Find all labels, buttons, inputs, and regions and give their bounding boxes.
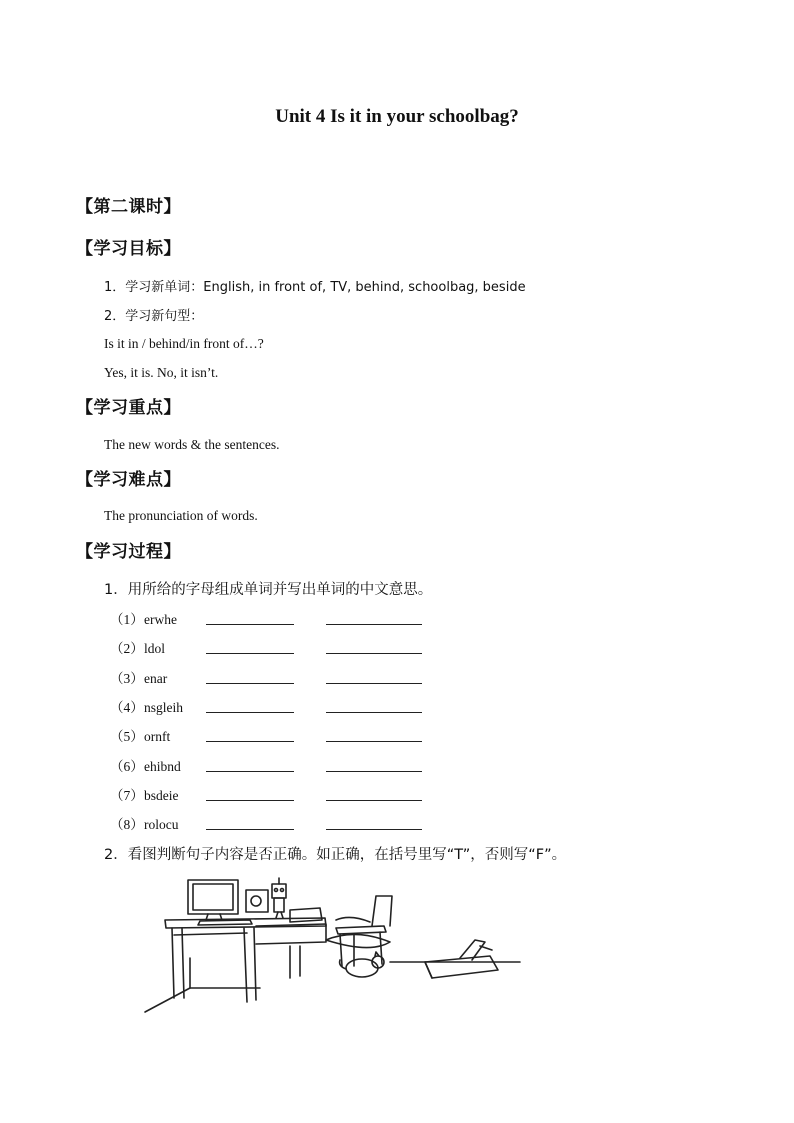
answer-blank-meaning[interactable] [326,741,422,742]
word-scramble-item [110,755,204,775]
word-scramble-item [110,725,204,745]
room-illustration [140,870,530,1020]
task1-instruction: 1．用所给的字母组成单词并写出单词的中文意思。 [104,582,433,598]
section-lesson: 【第二课时】 [76,197,181,217]
key-points-text: The new words & the sentences. [104,437,280,452]
item-number: （3） [110,670,144,686]
sentence-pattern-answers: Yes, it is. No, it isn’t. [104,365,219,380]
answer-blank-word[interactable] [206,829,294,830]
section-key-points: 【学习重点】 [76,398,181,418]
word-scramble-item [110,667,204,687]
scrambled-letters: bsdeie [144,787,179,803]
answer-blank-meaning[interactable] [326,653,422,654]
page-title: Unit 4 Is it in your schoolbag? [275,106,519,127]
word-scramble-item [110,784,204,804]
answer-blank-meaning[interactable] [326,624,422,625]
item-number: （1） [110,612,144,627]
item-number: （4） [110,699,144,715]
answer-blank-word[interactable] [206,771,294,772]
task2-instruction: 2．看图判断句子内容是否正确。如正确，在括号里写“T”，否则写“F”。 [104,847,567,863]
word-scramble-item [110,608,204,628]
item-number: （2） [110,641,144,657]
answer-blank-meaning[interactable] [326,683,422,684]
item-number: （8） [110,817,144,833]
section-process: 【学习过程】 [76,542,181,562]
scrambled-letters: enar [144,670,168,686]
answer-blank-word[interactable] [206,624,294,625]
scrambled-letters: rolocu [144,817,179,833]
answer-blank-meaning[interactable] [326,771,422,772]
sentence-pattern-question: Is it in / behind/in front of…? [104,336,264,351]
answer-blank-meaning[interactable] [326,800,422,801]
scrambled-letters: ldol [144,641,166,657]
section-difficulties: 【学习难点】 [76,470,181,490]
goal-item-sentences: 2．学习新句型： [104,309,204,324]
answer-blank-meaning[interactable] [326,712,422,713]
scrambled-letters: ornft [144,729,171,745]
scrambled-letters: erwhe [144,612,177,627]
item-number: （6） [110,758,144,774]
answer-blank-word[interactable] [206,653,294,654]
answer-blank-word[interactable] [206,712,294,713]
difficulties-text: The pronunciation of words. [104,508,258,523]
item-number: （7） [110,787,144,803]
section-goals: 【学习目标】 [76,239,181,259]
word-scramble-item [110,813,204,833]
goal-item-words: 1．学习新单词：English, in front of, TV, behind, schoolbag, beside [104,280,526,295]
answer-blank-word[interactable] [206,800,294,801]
word-scramble-item [110,637,204,657]
scrambled-letters: ehibnd [144,758,181,774]
scrambled-letters: nsgleih [144,699,183,715]
item-number: （5） [110,729,144,745]
answer-blank-word[interactable] [206,741,294,742]
word-scramble-item [110,696,204,716]
answer-blank-word[interactable] [206,683,294,684]
answer-blank-meaning[interactable] [326,829,422,830]
